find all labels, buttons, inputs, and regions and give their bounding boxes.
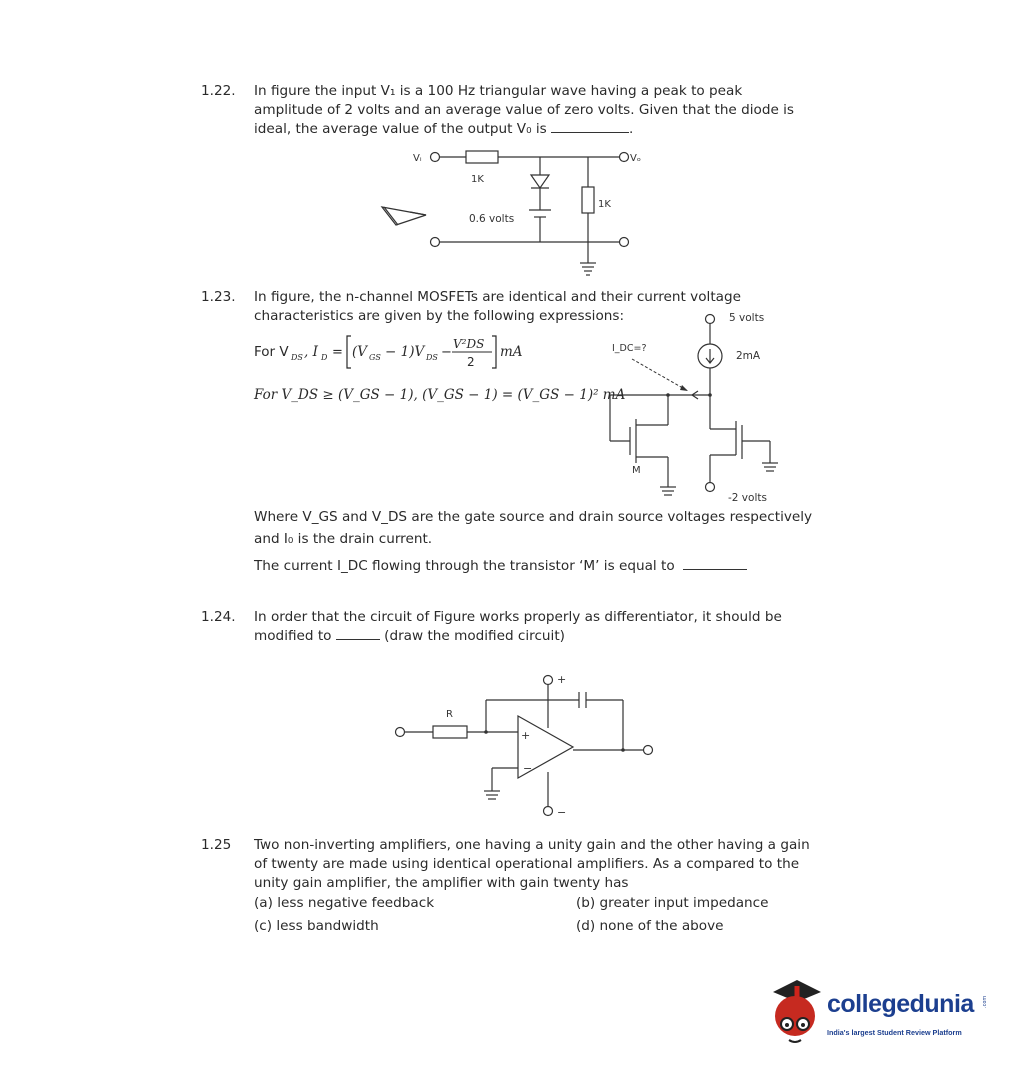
text-line	[254, 627, 851, 646]
question-number: 1.24.	[201, 609, 236, 625]
equation-saturation: For V_DS ≥ (V_GS − 1), (V_GS − 1) = (V_GS − 1)² mA	[254, 387, 626, 403]
text-fragment: .	[629, 121, 634, 137]
equation-triode	[254, 332, 554, 372]
text-line: In figure the input V₁ is a 100 Hz triangular wave having a peak to peak	[254, 83, 743, 99]
text-line	[254, 120, 851, 139]
collegedunia-logo	[765, 978, 995, 1048]
equation-subscript: D	[321, 353, 328, 362]
resistor-label: R	[446, 709, 453, 720]
answer-blank	[683, 569, 747, 570]
logo-tagline: India's largest Student Review Platform	[827, 1028, 962, 1037]
opamp-circuit-figure	[390, 668, 670, 828]
text-line: and I₀ is the drain current.	[254, 531, 433, 547]
text-line: unity gain amplifier, the amplifier with gain twenty has	[254, 875, 629, 891]
question-text	[254, 82, 851, 139]
battery-label: 0.6 volts	[469, 213, 515, 225]
text-line	[254, 558, 747, 574]
option-a: (a) less negative feedback	[254, 895, 435, 911]
question-number: 1.23.	[201, 289, 236, 305]
text-fragment: The current I_DC flowing through the transistor ‘M’ is equal to	[254, 558, 675, 574]
positive-supply-label: +	[557, 673, 567, 686]
text-line: characteristics are given by the following expressions:	[254, 308, 625, 324]
text-line: In order that the circuit of Figure works properly as differentiator, it should be	[254, 609, 782, 625]
equation-subscript: DS	[291, 353, 303, 362]
question-text	[254, 608, 851, 646]
question-text	[254, 836, 851, 893]
question-number: 1.22.	[201, 83, 236, 99]
equation-text: For V	[254, 344, 289, 360]
text-line: of twenty are made using identical operational amplifiers. As a compared to the	[254, 856, 800, 872]
equation-subscript: DS	[426, 353, 438, 362]
option-b: (b) greater input impedance	[576, 895, 769, 911]
logo-dotcom: .com	[982, 995, 988, 1008]
negative-supply-label: −	[557, 806, 567, 819]
resistor-label: 1K	[471, 174, 484, 185]
negative-supply-label: -2 volts	[728, 492, 767, 504]
vo-label: Vₒ	[630, 153, 641, 164]
option-c: (c) less bandwidth	[254, 918, 379, 934]
text-line: Where V_GS and V_DS are the gate source and drain source voltages respectively	[254, 509, 813, 525]
mosfet-circuit-figure	[600, 305, 800, 510]
logo-wordmark: collegedunia	[827, 990, 974, 1018]
vi-label: Vᵢ	[413, 153, 422, 164]
current-source-label: 2mA	[736, 350, 761, 362]
answer-blank	[336, 639, 380, 640]
equation-subscript: GS	[369, 353, 381, 362]
text-fragment: modified to	[254, 628, 332, 644]
input-plus-label: +	[521, 729, 531, 742]
equation-text: , I	[304, 344, 318, 360]
fraction-numerator: V²DS	[453, 337, 485, 351]
option-d: (d) none of the above	[576, 918, 724, 934]
supply-label: 5 volts	[729, 312, 765, 324]
equation-text: − 1)V	[385, 344, 425, 360]
input-minus-label: −	[523, 762, 533, 775]
mascot-icon	[765, 978, 827, 1048]
equation-text: =	[332, 345, 343, 360]
text-line: Two non-inverting amplifiers, one having a unity gain and the other having a gain	[254, 837, 810, 853]
transistor-m-label: M	[632, 465, 641, 476]
answer-blank	[551, 132, 629, 133]
idc-label: I_DC=?	[612, 343, 647, 354]
diode-circuit-figure	[370, 145, 660, 280]
equation-text: −	[441, 345, 452, 360]
fraction-denominator: 2	[467, 355, 475, 369]
question-number: 1.25	[201, 837, 232, 853]
text-fragment: (draw the modified circuit)	[384, 628, 565, 644]
equation-text: (V	[352, 344, 368, 360]
resistor-label: 1K	[598, 199, 611, 210]
text-fragment: ideal, the average value of the output V₀ is	[254, 121, 547, 137]
text-line: amplitude of 2 volts and an average value of zero volts. Given that the diode is	[254, 102, 795, 118]
equation-unit: mA	[500, 344, 523, 360]
text-line: In figure, the n-channel MOSFETs are identical and their current voltage	[254, 289, 741, 305]
